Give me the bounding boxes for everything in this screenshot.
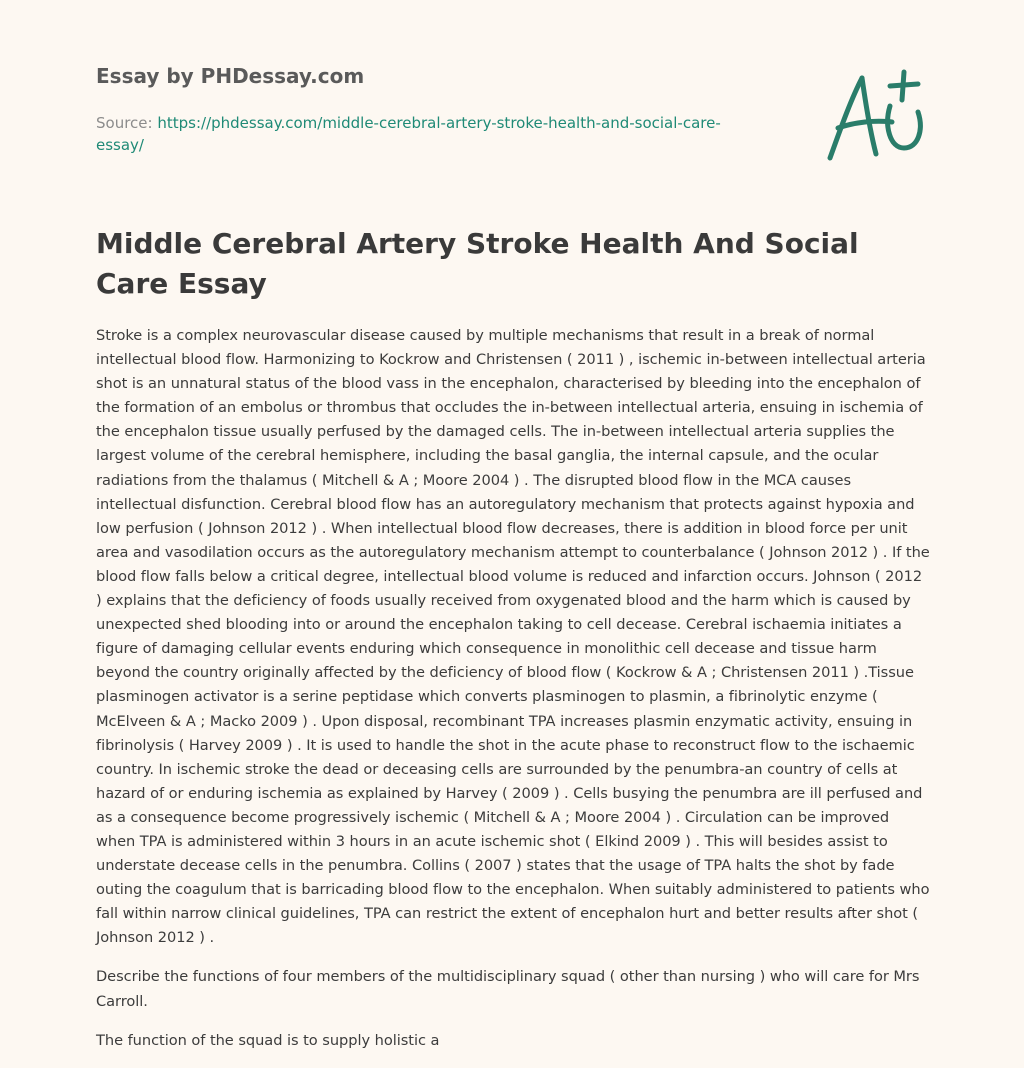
document-title: Middle Cerebral Artery Stroke Health And Social Care Essay bbox=[96, 227, 859, 300]
paragraph: Stroke is a complex neurovascular disease caused by multiple mechanisms that result in a break of normal intellectual blood flow. Harmonizing to Kockrow and Christensen ( 2011 ) , ischemic in-between intellectual arteria shot is an unnatural status of the blood vass in the encephalon, characterised by bleeding into the encephalon of the formation of an embolus or thrombus that occludes the in-between intellectual arteria, ensuing in ischemia of the encephalon tissue usually perfused by the damaged cells. The in-between intellectual arteria supplies the largest volume of the cerebral hemisphere, including the basal ganglia, the internal capsule, and the ocular radiations from the thalamus ( Mitchell & A ; Moore 2004 ) . The disrupted blood flow in the MCA causes intellectual disfunction. Cerebral blood flow has an autoregulatory mechanism that protects against hypoxia and low perfusion ( Johnson 2012 ) . When intellectual blood flow decreases, there is addition in blood force per unit area and vasodilation occurs as the autoregulatory mechanism attempt to counterbalance ( Johnson 2012 ) . If the blood flow falls below a critical degree, intellectual blood volume is reduced and infarction occurs. Johnson ( 2012 ) explains that the deficiency of foods usually received from oxygenated blood and the harm which is caused by unexpected shed blooding into or around the encephalon taking to cell decease. Cerebral ischaemia initiates a figure of damaging cellular events enduring which consequence in monolithic cell decease and tissue harm beyond the country originally affected by the deficiency of blood flow ( Kockrow & A ; Christensen 2011 ) .Tissue plasminogen activator is a serine peptidase which converts plasminogen to plasmin, a fibrinolytic enzyme ( McElveen & A ; Macko 2009 ) . Upon disposal, recombinant TPA increases plasmin enzymatic activity, ensuing in fibrinolysis ( Harvey 2009 ) . It is used to handle the shot in the acute phase to reconstruct flow to the ischaemic country. In ischemic stroke the dead or deceasing cells are surrounded by the penumbra-an country of cells at hazard of or enduring ischemia as explained by Harvey ( 2009 ) . Cells busying the penumbra are ill perfused and as a consequence become progressively ischemic ( Mitchell & A ; Moore 2004 ) . Circulation can be improved when TPA is administered within 3 hours in an acute ischemic shot ( Elkind 2009 ) . This will besides assist to understate decease cells in the penumbra. Collins ( 2007 ) states that the usage of TPA halts the shot by fade outing the coagulum that is barricading blood flow to the encephalon. When suitably administered to patients who fall within narrow clinical guidelines, TPA can restrict the extent of encephalon hurt and better results after shot ( Johnson 2012 ) . bbox=[96, 327, 930, 947]
source-label: Source: bbox=[96, 114, 153, 132]
paragraph: The function of the squad is to supply holistic a bbox=[96, 1031, 440, 1049]
a-plus-logo-icon bbox=[820, 66, 930, 166]
document-body bbox=[96, 324, 932, 1068]
paragraph: Describe the functions of four members of the multidisciplinary squad ( other than nursing ) who will care for Mrs Carroll. bbox=[96, 968, 920, 1010]
source-link[interactable]: https://phdessay.com/middle-cerebral-artery-stroke-health-and-social-care-essay/ bbox=[96, 114, 721, 154]
source-line bbox=[96, 112, 736, 156]
site-title: Essay by PHDessay.com bbox=[96, 64, 365, 88]
